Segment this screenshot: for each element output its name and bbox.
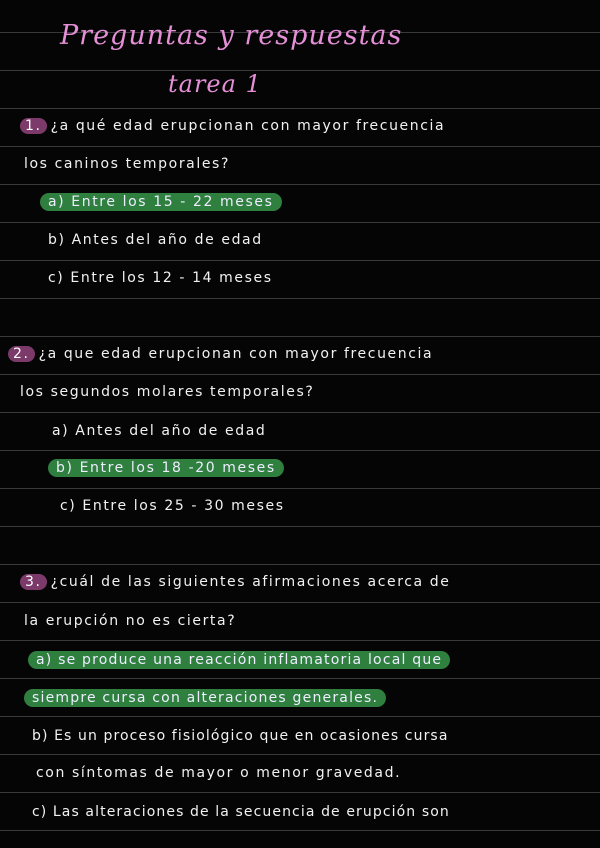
ruled-line bbox=[0, 450, 600, 451]
ruled-line bbox=[0, 830, 600, 831]
ruled-line bbox=[0, 754, 600, 755]
ruled-line bbox=[0, 222, 600, 223]
ruled-line bbox=[0, 336, 600, 337]
question-3-option-b-cont: con síntomas de mayor o menor gravedad. bbox=[36, 765, 402, 781]
question-number-badge: 2. bbox=[8, 346, 35, 362]
ruled-line bbox=[0, 374, 600, 375]
ruled-line bbox=[0, 184, 600, 185]
question-text: ¿cuál de las siguientes afirmaciones acerca de bbox=[50, 574, 451, 590]
ruled-line bbox=[0, 488, 600, 489]
question-number-badge: 3. bbox=[20, 574, 47, 590]
question-text: ¿a qué edad erupcionan con mayor frecuencia bbox=[50, 118, 446, 134]
ruled-line bbox=[0, 70, 600, 71]
question-3-option-a-cont bbox=[24, 689, 386, 707]
question-1-option-a bbox=[40, 193, 282, 211]
question-2-stem bbox=[8, 346, 433, 362]
page-subtitle: tarea 1 bbox=[168, 70, 262, 98]
answer-highlight: a) Entre los 15 - 22 meses bbox=[40, 193, 282, 211]
question-text: ¿a que edad erupcionan con mayor frecuencia bbox=[38, 346, 434, 362]
question-3-option-b: b) Es un proceso fisiológico que en ocasiones cursa bbox=[32, 728, 449, 744]
ruled-line bbox=[0, 602, 600, 603]
question-2-option-a: a) Antes del año de edad bbox=[52, 423, 267, 439]
question-3-stem-cont: la erupción no es cierta? bbox=[24, 613, 237, 629]
page-title: Preguntas y respuestas bbox=[60, 20, 403, 51]
answer-highlight: b) Entre los 18 -20 meses bbox=[48, 459, 284, 477]
question-1-stem-cont: los caninos temporales? bbox=[24, 156, 230, 172]
question-number-badge: 1. bbox=[20, 118, 47, 134]
ruled-line bbox=[0, 716, 600, 717]
ruled-line bbox=[0, 678, 600, 679]
ruled-line bbox=[0, 526, 600, 527]
question-2-option-b bbox=[48, 459, 284, 477]
ruled-line bbox=[0, 792, 600, 793]
ruled-line bbox=[0, 298, 600, 299]
question-3-option-a bbox=[28, 651, 450, 669]
ruled-line bbox=[0, 564, 600, 565]
question-2-stem-cont: los segundos molares temporales? bbox=[20, 384, 315, 400]
question-2-option-c: c) Entre los 25 - 30 meses bbox=[60, 498, 285, 514]
answer-highlight: siempre cursa con alteraciones generales. bbox=[24, 689, 386, 707]
ruled-line bbox=[0, 412, 600, 413]
question-3-option-c: c) Las alteraciones de la secuencia de erupción son bbox=[32, 804, 450, 820]
question-3-stem bbox=[20, 574, 450, 590]
ruled-line bbox=[0, 108, 600, 109]
question-1-stem bbox=[20, 118, 445, 134]
question-1-option-b: b) Antes del año de edad bbox=[48, 232, 263, 248]
answer-highlight: a) se produce una reacción inflamatoria local que bbox=[28, 651, 450, 669]
ruled-line bbox=[0, 260, 600, 261]
ruled-line bbox=[0, 640, 600, 641]
ruled-line bbox=[0, 146, 600, 147]
question-1-option-c: c) Entre los 12 - 14 meses bbox=[48, 270, 273, 286]
